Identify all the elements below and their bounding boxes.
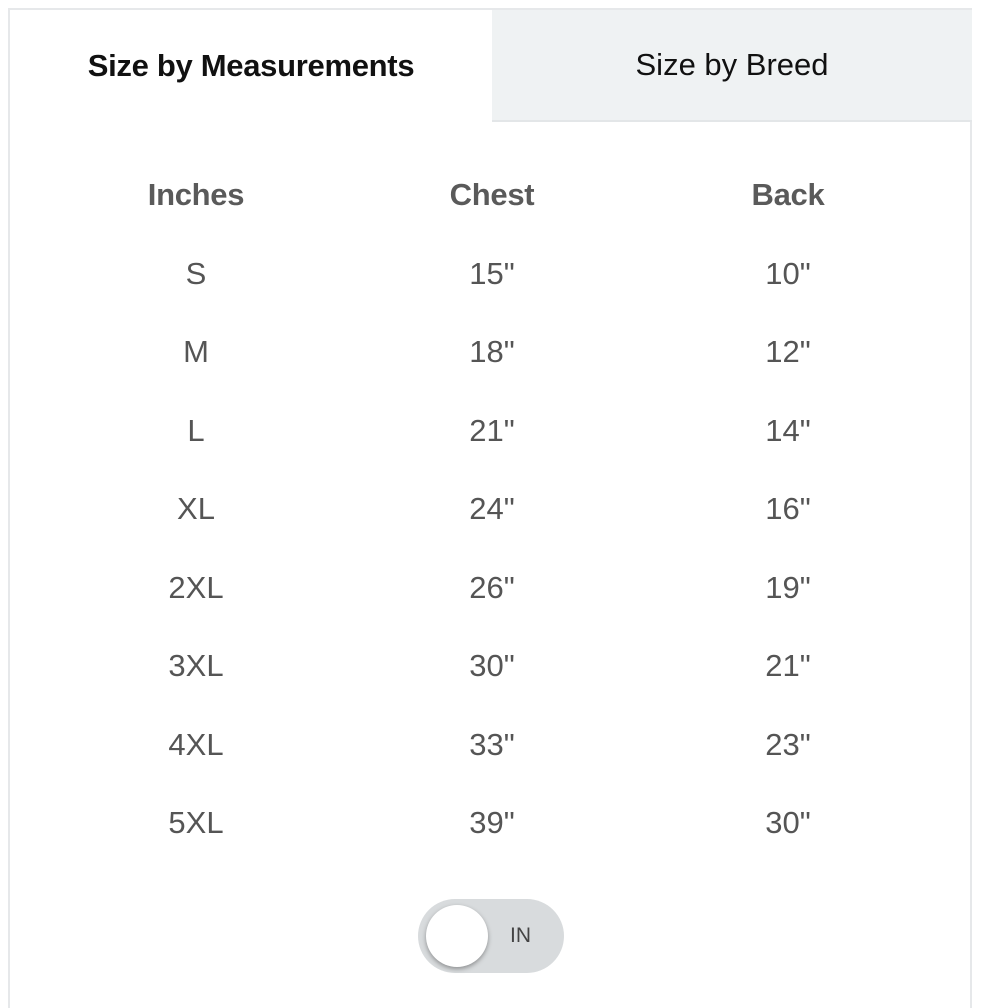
size-cell: 4XL bbox=[168, 726, 224, 762]
table-row bbox=[10, 553, 970, 632]
table-row bbox=[10, 788, 970, 867]
size-cell: 3XL bbox=[168, 648, 224, 683]
chest-cell: 18" bbox=[469, 334, 515, 369]
table-row bbox=[10, 396, 970, 475]
header-back: Back bbox=[751, 177, 825, 212]
back-cell: 23" bbox=[765, 726, 811, 762]
chest-cell: 15" bbox=[469, 255, 515, 291]
unit-toggle[interactable] bbox=[418, 899, 564, 973]
chest-cell: 30" bbox=[469, 648, 515, 683]
size-cell: 5XL bbox=[168, 805, 224, 840]
table-header-row bbox=[10, 160, 970, 239]
size-tabs bbox=[10, 10, 970, 122]
header-inches: Inches bbox=[147, 177, 245, 212]
back-cell: 30" bbox=[765, 805, 811, 840]
toggle-knob[interactable] bbox=[426, 905, 488, 967]
back-cell: 21" bbox=[765, 648, 811, 683]
chest-cell: 33" bbox=[469, 726, 515, 762]
chest-cell: 39" bbox=[469, 805, 515, 840]
table-row bbox=[10, 710, 970, 789]
back-cell: 19" bbox=[765, 569, 811, 605]
back-cell: 14" bbox=[765, 412, 811, 448]
back-cell: 12" bbox=[765, 334, 811, 369]
chest-cell: 24" bbox=[469, 491, 515, 526]
back-cell: 16" bbox=[765, 491, 811, 526]
unit-toggle-label: IN bbox=[510, 924, 531, 947]
chest-cell: 26" bbox=[469, 569, 515, 605]
chest-cell: 21" bbox=[469, 412, 515, 448]
tab-size-by-breed[interactable]: Size by Breed bbox=[492, 10, 972, 122]
size-cell: L bbox=[187, 412, 205, 448]
size-chart-panel bbox=[8, 8, 972, 1008]
back-cell: 10" bbox=[765, 255, 811, 291]
table-row bbox=[10, 474, 970, 553]
table-row bbox=[10, 239, 970, 318]
size-table bbox=[10, 160, 970, 867]
size-cell: M bbox=[183, 334, 209, 369]
header-chest: Chest bbox=[449, 177, 535, 212]
size-cell: S bbox=[185, 255, 207, 291]
table-row bbox=[10, 631, 970, 710]
size-cell: XL bbox=[177, 491, 215, 526]
size-cell: 2XL bbox=[168, 569, 224, 605]
tab-size-by-measurements[interactable]: Size by Measurements bbox=[10, 10, 492, 122]
table-row bbox=[10, 317, 970, 396]
